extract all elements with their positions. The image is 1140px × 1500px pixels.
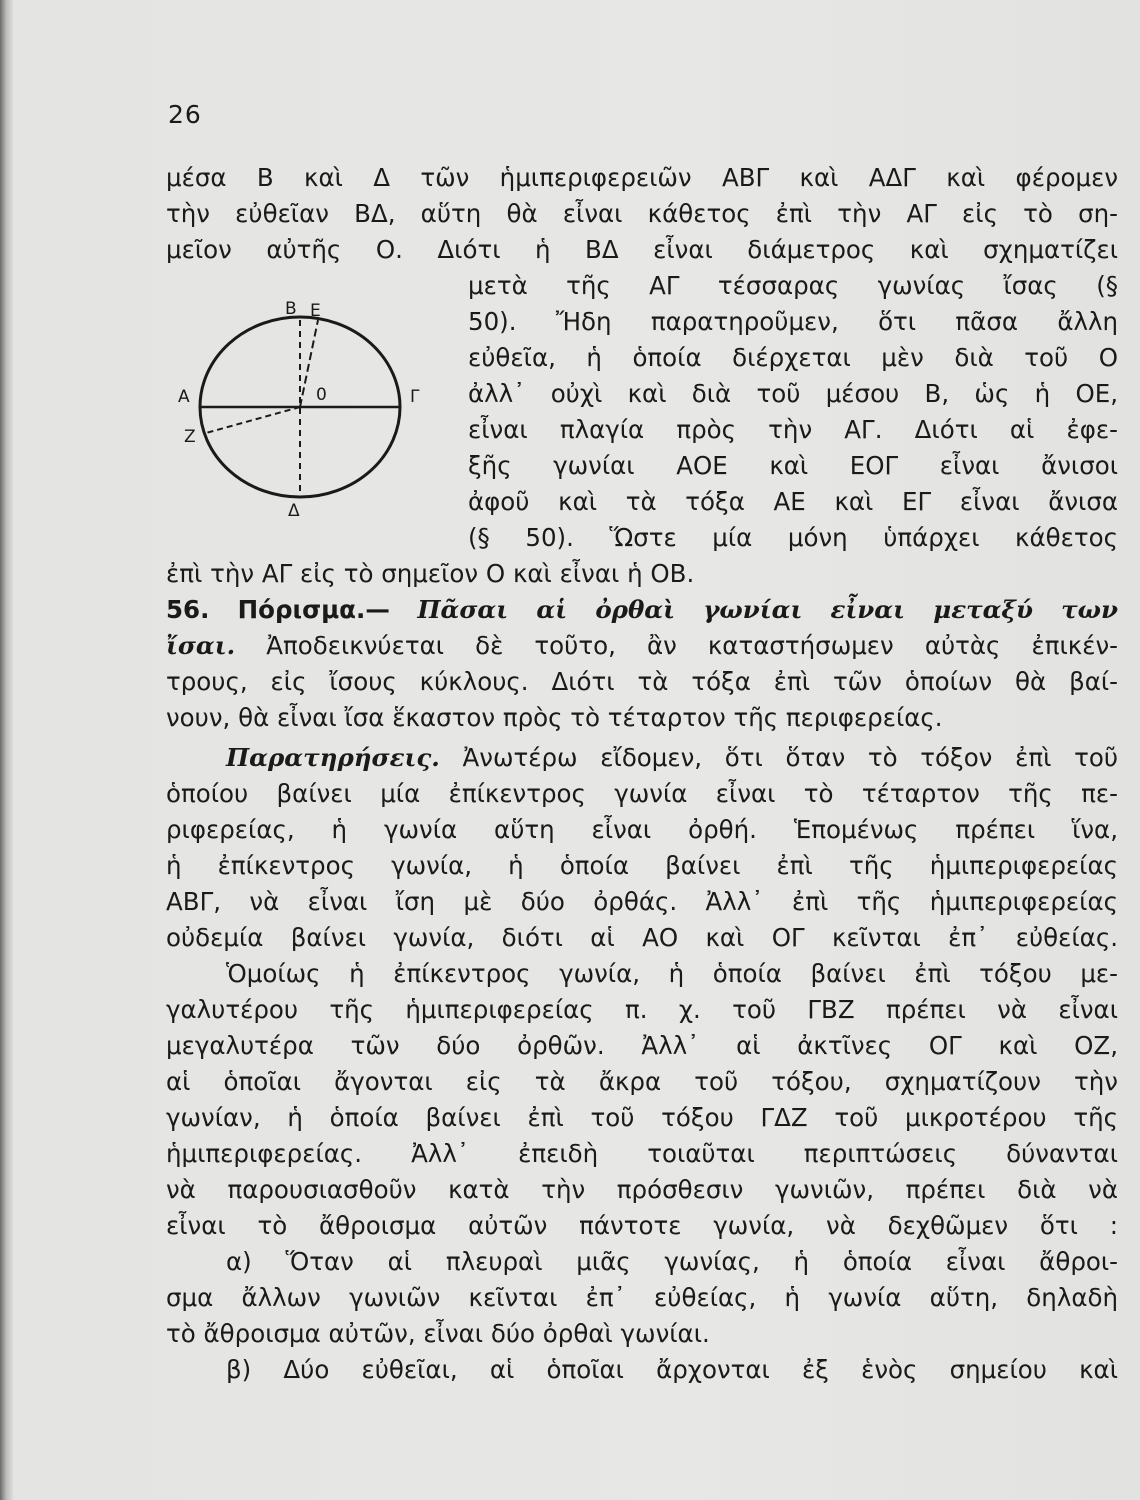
- corollary-text: Ἀποδεικνύεται δὲ τοῦτο, ἂν καταστήσωμεν αὐτὰς ἐπικέν-: [266, 631, 1118, 660]
- label-g: Γ: [410, 387, 420, 407]
- text-line: σμα ἄλλων γωνιῶν κεῖνται ἐπ᾽ εὐθείας, ἡ γωνία αὕτη, δηλαδὴ: [166, 1283, 1118, 1312]
- text-line: ἀλλ᾽ οὐχὶ καὶ διὰ τοῦ μέσου Β, ὡς ἡ ΟΕ,: [468, 379, 1118, 408]
- text-line: μεγαλυτέρα τῶν δύο ὀρθῶν. Ἀλλ᾽ αἱ ἀκτῖνες ΟΓ καὶ ΟΖ,: [166, 1031, 1118, 1060]
- text-line: μέσα Β καὶ Δ τῶν ἡμιπεριφερειῶν ΑΒΓ καὶ ΑΔΓ καὶ φέρομεν: [166, 163, 1118, 192]
- text-line: τὴν εὐθεῖαν ΒΔ, αὕτη θὰ εἶναι κάθετος ἐπὶ τὴν ΑΓ εἰς τὸ ση-: [166, 199, 1118, 228]
- text-line: εἶναι πλαγία πρὸς τὴν ΑΓ. Διότι αἱ ἐφε-: [468, 415, 1118, 444]
- corollary-statement: Πᾶσαι αἱ ὀρθαὶ γωνίαι εἶναι μεταξύ των: [417, 595, 1118, 624]
- corollary-number: 56. Πόρισμα.—: [166, 595, 390, 624]
- text-line: (§ 50). Ὥστε μία μόνη ὑπάρχει κάθετος: [468, 523, 1118, 552]
- corollary-statement-end: ἴσαι.: [166, 631, 236, 660]
- text-line: οὐδεμία βαίνει γωνία, διότι αἱ ΑΟ καὶ ΟΓ κεῖνται ἐπ᾽ εὐθείας.: [166, 923, 1118, 952]
- circle-diagram: [166, 290, 456, 530]
- label-b: Β: [285, 299, 297, 319]
- text-line: ἀφοῦ καὶ τὰ τόξα ΑΕ καὶ ΕΓ εἶναι ἄνισα: [468, 487, 1118, 516]
- remarks-heading: Παρατηρήσεις.: [226, 743, 440, 772]
- text-line: 50). Ἤδη παρατηροῦμεν, ὅτι πᾶσα ἄλλη: [468, 307, 1118, 336]
- text-line: ριφερείας, ἡ γωνία αὕτη εἶναι ὀρθή. Ἑπομένως πρέπει ἵνα,: [166, 815, 1118, 844]
- text-line: αἱ ὁποῖαι ἄγονται εἰς τὰ ἄκρα τοῦ τόξου, σχηματίζουν τὴν: [166, 1067, 1118, 1096]
- text-line: γαλυτέρου τῆς ἡμιπεριφερείας π. χ. τοῦ ΓΒΖ πρέπει νὰ εἶναι: [166, 995, 1118, 1024]
- line-oz: [206, 407, 300, 433]
- text-line: μεῖον αὐτῆς Ο. Διότι ἡ ΒΔ εἶναι διάμετρος καὶ σχηματίζει: [166, 235, 1118, 264]
- text-line: εἶναι τὸ ἄθροισμα αὐτῶν πάντοτε γωνία, νὰ δεχθῶμεν ὅτι :: [166, 1211, 1118, 1240]
- text-line: α) Ὅταν αἱ πλευραὶ μιᾶς γωνίας, ἡ ὁποία εἶναι ἄθροι-: [226, 1247, 1118, 1276]
- text-line: ΑΒΓ, νὰ εἶναι ἴση μὲ δύο ὀρθάς. Ἀλλ᾽ ἐπὶ τῆς ἡμιπεριφερείας: [166, 887, 1118, 916]
- label-d: Δ: [288, 501, 300, 521]
- text-line: μετὰ τῆς ΑΓ τέσσαρας γωνίας ἴσας (§: [468, 271, 1118, 300]
- remarks-line: [226, 740, 1118, 776]
- text-line: νὰ παρουσιασθοῦν κατὰ τὴν πρόσθεσιν γωνιῶν, πρέπει διὰ νὰ: [166, 1175, 1118, 1204]
- text-line: τὸ ἄθροισμα αὐτῶν, εἶναι δύο ὀρθαὶ γωνίαι.: [166, 1319, 710, 1348]
- text-line: ἡμιπεριφερείας. Ἀλλ᾽ ἐπειδὴ τοιαῦται περιπτώσεις δύνανται: [166, 1139, 1118, 1168]
- text-line: ξῆς γωνίαι ΑΟΕ καὶ ΕΟΓ εἶναι ἄνισοι: [468, 451, 1118, 480]
- label-o: 0: [316, 385, 327, 405]
- label-e: Ε: [310, 301, 321, 321]
- text-line: τρους, εἰς ἴσους κύκλους. Διότι τὰ τόξα ἐπὶ τῶν ὁποίων θὰ βαί-: [166, 667, 1118, 696]
- text-line: Ὁμοίως ἡ ἐπίκεντρος γωνία, ἡ ὁποία βαίνει ἐπὶ τόξου με-: [226, 959, 1118, 988]
- remarks-text: Ἀνωτέρω εἴδομεν, ὅτι ὅταν τὸ τόξον ἐπὶ τοῦ: [462, 743, 1118, 772]
- corollary-line: [166, 592, 1118, 628]
- text-line: ἡ ἐπίκεντρος γωνία, ἡ ὁποία βαίνει ἐπὶ τῆς ἡμιπεριφερείας: [166, 851, 1118, 880]
- label-z: Ζ: [184, 427, 196, 447]
- text-line: γωνίαν, ἡ ὁποία βαίνει ἐπὶ τοῦ τόξου ΓΔΖ τοῦ μικροτέρου τῆς: [166, 1103, 1118, 1132]
- text-line: β) Δύο εὐθεῖαι, αἱ ὁποῖαι ἄρχονται ἐξ ἑνὸς σημείου καὶ: [226, 1355, 1118, 1384]
- text-line: εὐθεῖα, ἡ ὁποία διέρχεται μὲν διὰ τοῦ Ο: [468, 343, 1118, 372]
- page-number: 26: [168, 100, 202, 129]
- text-line: ὁποίου βαίνει μία ἐπίκεντρος γωνία εἶναι τὸ τέταρτον τῆς πε-: [166, 779, 1118, 808]
- corollary-line: [166, 628, 1118, 664]
- label-a: Α: [178, 387, 190, 407]
- text-line: νουν, θὰ εἶναι ἴσα ἕκαστον πρὸς τὸ τέταρτον τῆς περιφερείας.: [166, 703, 943, 732]
- text-line: ἐπὶ τὴν ΑΓ εἰς τὸ σημεῖον Ο καὶ εἶναι ἡ ΟΒ.: [166, 559, 695, 588]
